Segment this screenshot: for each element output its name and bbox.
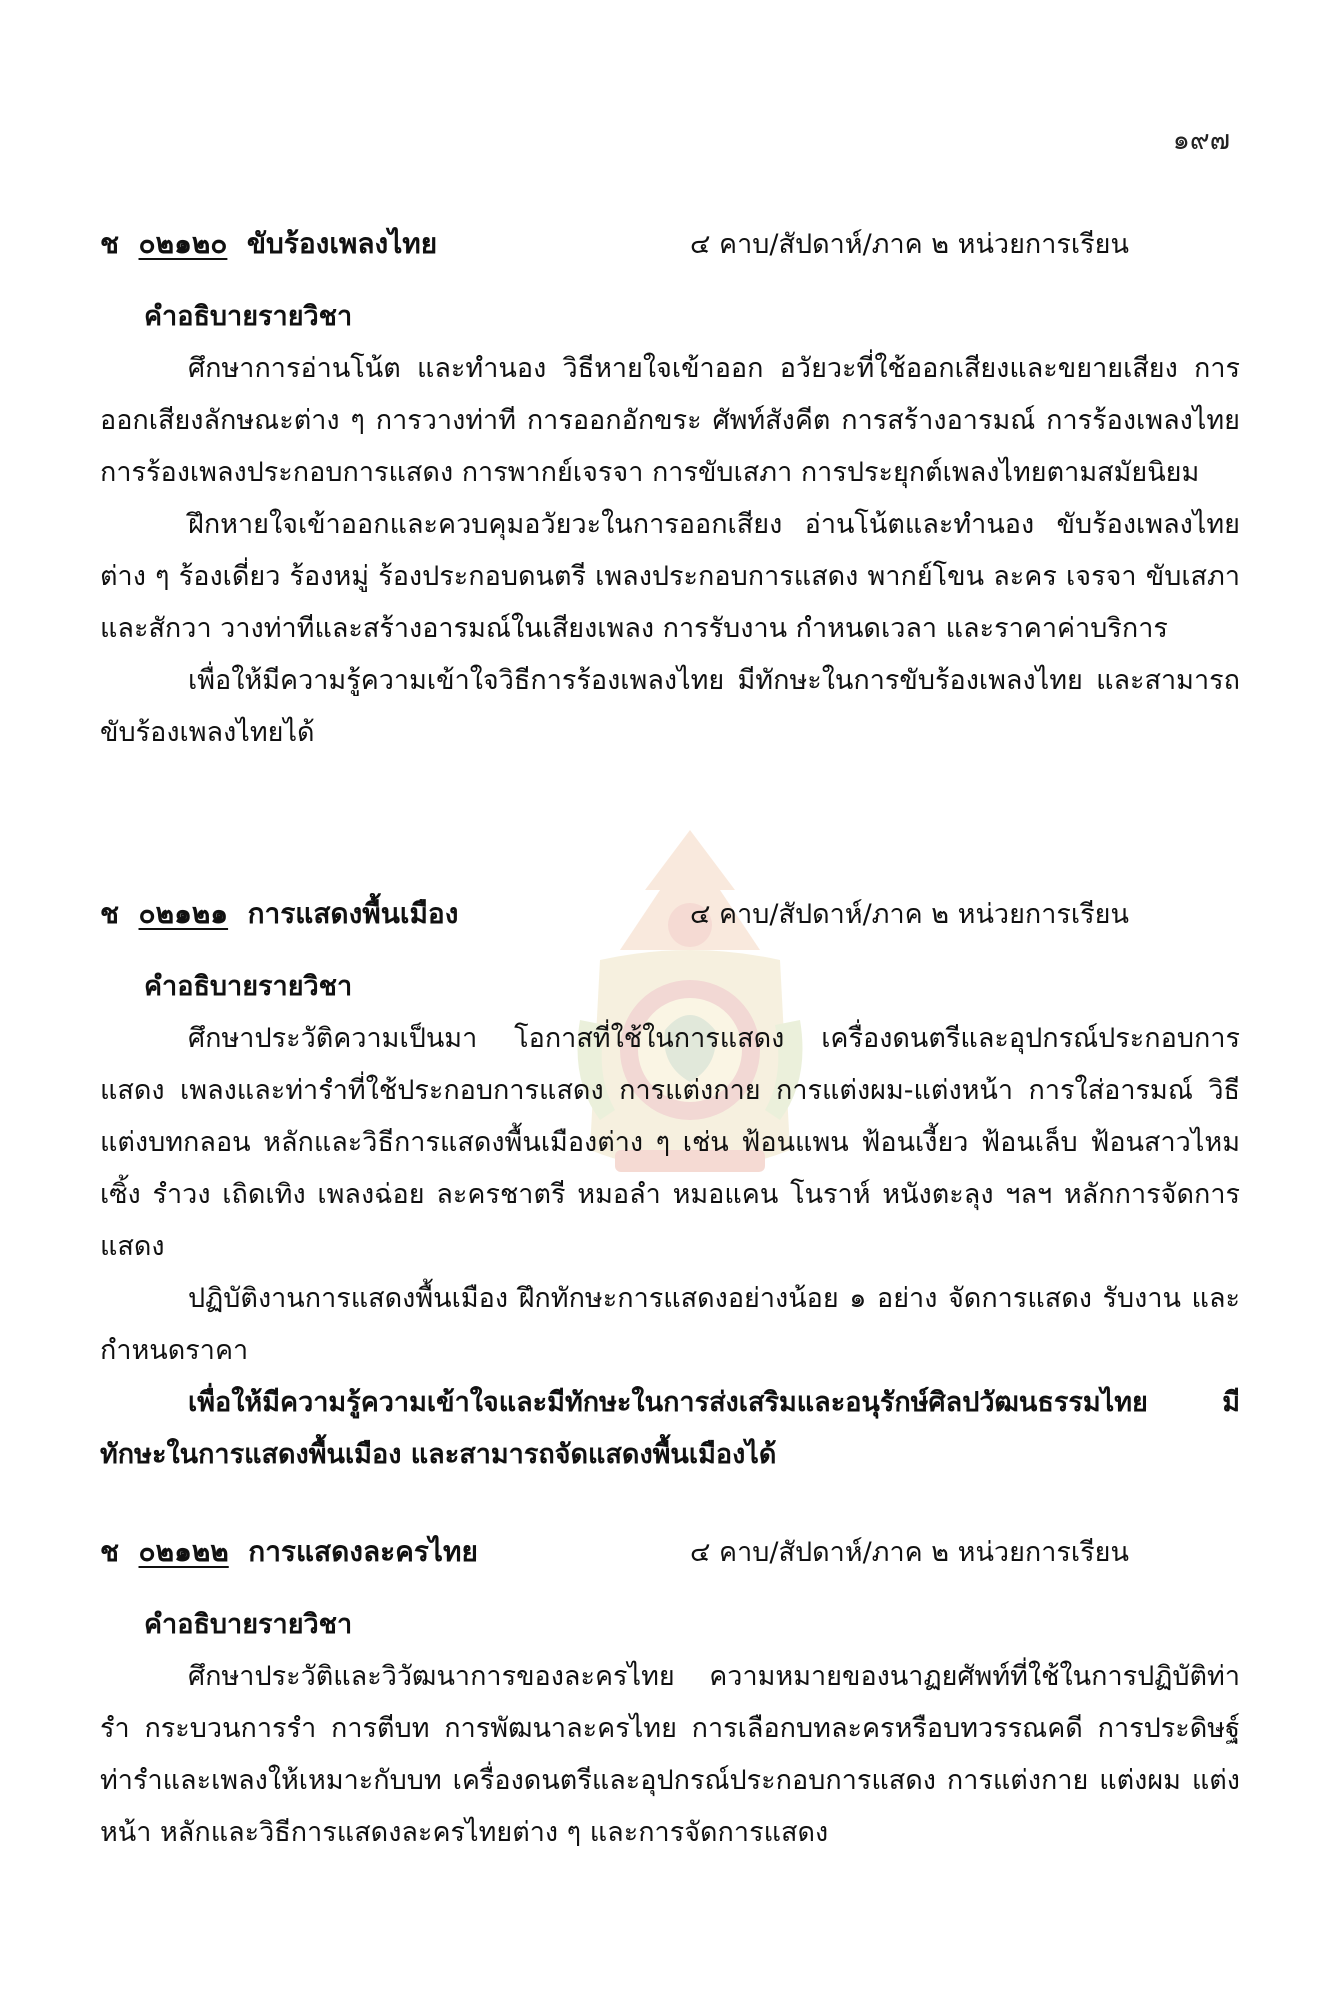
description-paragraph: ศึกษาประวัติและวิวัฒนาการของละครไทย ความหมายของนาฏยศัพท์ที่ใช้ในการปฏิบัติท่ารำ กระบวนการรำ การตีบท การพัฒนาละครไทย การเลือกบทละครหรือบทวรรณคดี การประดิษฐ์ท่ารำและเพลงให้เหมาะกับบท เครื่องดนตรีและอุปกรณ์ประกอบการแสดง การแต่งกาย แต่งผม แต่งหน้า หลักและวิธีการแสดงละครไทยต่าง ๆ และการจัดการแสดง: [100, 1661, 1240, 1848]
page-number: ๑๙๗: [1172, 125, 1230, 156]
description-paragraph: ศึกษาการอ่านโน้ต และทำนอง วิธีหายใจเข้าออก อวัยวะที่ใช้ออกเสียงและขยายเสียง การออกเสียงลักษณะต่าง ๆ การวางท่าที การออกอักขระ ศัพท์สังคีต การสร้างอารมณ์ การร้องเพลงไทย การร้องเพลงประกอบการแสดง การพากย์เจรจา การขับเสภา การประยุกต์เพลงไทยตามสมัยนิยม: [100, 353, 1240, 488]
course-code-number: ๐๒๑๒๐: [138, 227, 228, 260]
course-code-prefix: ช: [100, 897, 120, 930]
course-hours: ๔ คาบ/สัปดาห์/ภาค ๒ หน่วยการเรียน: [690, 229, 1129, 260]
description-paragraph: ศึกษาประวัติความเป็นมา โอกาสที่ใช้ในการแสดง เครื่องดนตรีและอุปกรณ์ประกอบการแสดง เพลงและท่ารำที่ใช้ประกอบการแสดง การแต่งกาย การแต่งผม-แต่งหน้า การใส่อารมณ์ วิธีแต่งบทกลอน หลักและวิธีการแสดงพื้นเมืองต่าง ๆ เช่น ฟ้อนแพน ฟ้อนเงี้ยว ฟ้อนเล็บ ฟ้อนสาวไหม เซิ้ง รำวง เถิดเทิง เพลงฉ่อย ละครชาตรี หมอลำ หมอแคน โนราห์ หนังตะลุง ฯลฯ หลักการจัดการแสดง: [100, 1023, 1240, 1262]
course-code-number: ๐๒๑๒๑: [138, 897, 229, 930]
course-hours: ๔ คาบ/สัปดาห์/ภาค ๒ หน่วยการเรียน: [690, 1537, 1129, 1568]
course-code-title: [100, 892, 458, 936]
course-header: [100, 1530, 1240, 1574]
course-title: การแสดงละครไทย: [248, 1535, 478, 1568]
course-header: [100, 892, 1240, 936]
description-label: คำอธิบายรายวิชา: [144, 301, 353, 332]
practice-paragraph: ปฏิบัติงานการแสดงพื้นเมือง ฝึกทักษะการแสดงอย่างน้อย ๑ อย่าง จัดการแสดง รับงาน และกำหนดราคา: [100, 1283, 1240, 1366]
course-section: [100, 222, 1240, 759]
course-code-number: ๐๒๑๒๒: [138, 1535, 229, 1568]
course-title: ขับร้องเพลงไทย: [246, 227, 438, 260]
course-header: [100, 222, 1240, 266]
description-label: คำอธิบายรายวิชา: [144, 1609, 353, 1640]
course-code-title: [100, 1530, 478, 1574]
course-code-prefix: ช: [100, 1535, 120, 1568]
course-hours: ๔ คาบ/สัปดาห์/ภาค ๒ หน่วยการเรียน: [690, 899, 1129, 930]
objective-paragraph: เพื่อให้มีความรู้ความเข้าใจและมีทักษะในการส่งเสริมและอนุรักษ์ศิลปวัฒนธรรมไทย มีทักษะในการแสดงพื้นเมือง และสามารถจัดแสดงพื้นเมืองได้: [100, 1387, 1240, 1470]
course-section: [100, 1530, 1240, 1859]
description-label: คำอธิบายรายวิชา: [144, 971, 353, 1002]
practice-paragraph: ฝึกหายใจเข้าออกและควบคุมอวัยวะในการออกเสียง อ่านโน้ตและทำนอง ขับร้องเพลงไทยต่าง ๆ ร้องเดี่ยว ร้องหมู่ ร้องประกอบดนตรี เพลงประกอบการแสดง พากย์โขน ละคร เจรจา ขับเสภา และสักวา วางท่าทีและสร้างอารมณ์ในเสียงเพลง การรับงาน กำหนดเวลา และราคาค่าบริการ: [100, 509, 1240, 644]
course-title: การแสดงพื้นเมือง: [247, 897, 459, 930]
course-code-prefix: ช: [100, 227, 120, 260]
course-code-title: [100, 222, 437, 266]
objective-paragraph: เพื่อให้มีความรู้ความเข้าใจวิธีการร้องเพลงไทย มีทักษะในการขับร้องเพลงไทย และสามารถขับร้องเพลงไทยได้: [100, 665, 1240, 748]
course-section: [100, 892, 1240, 1481]
